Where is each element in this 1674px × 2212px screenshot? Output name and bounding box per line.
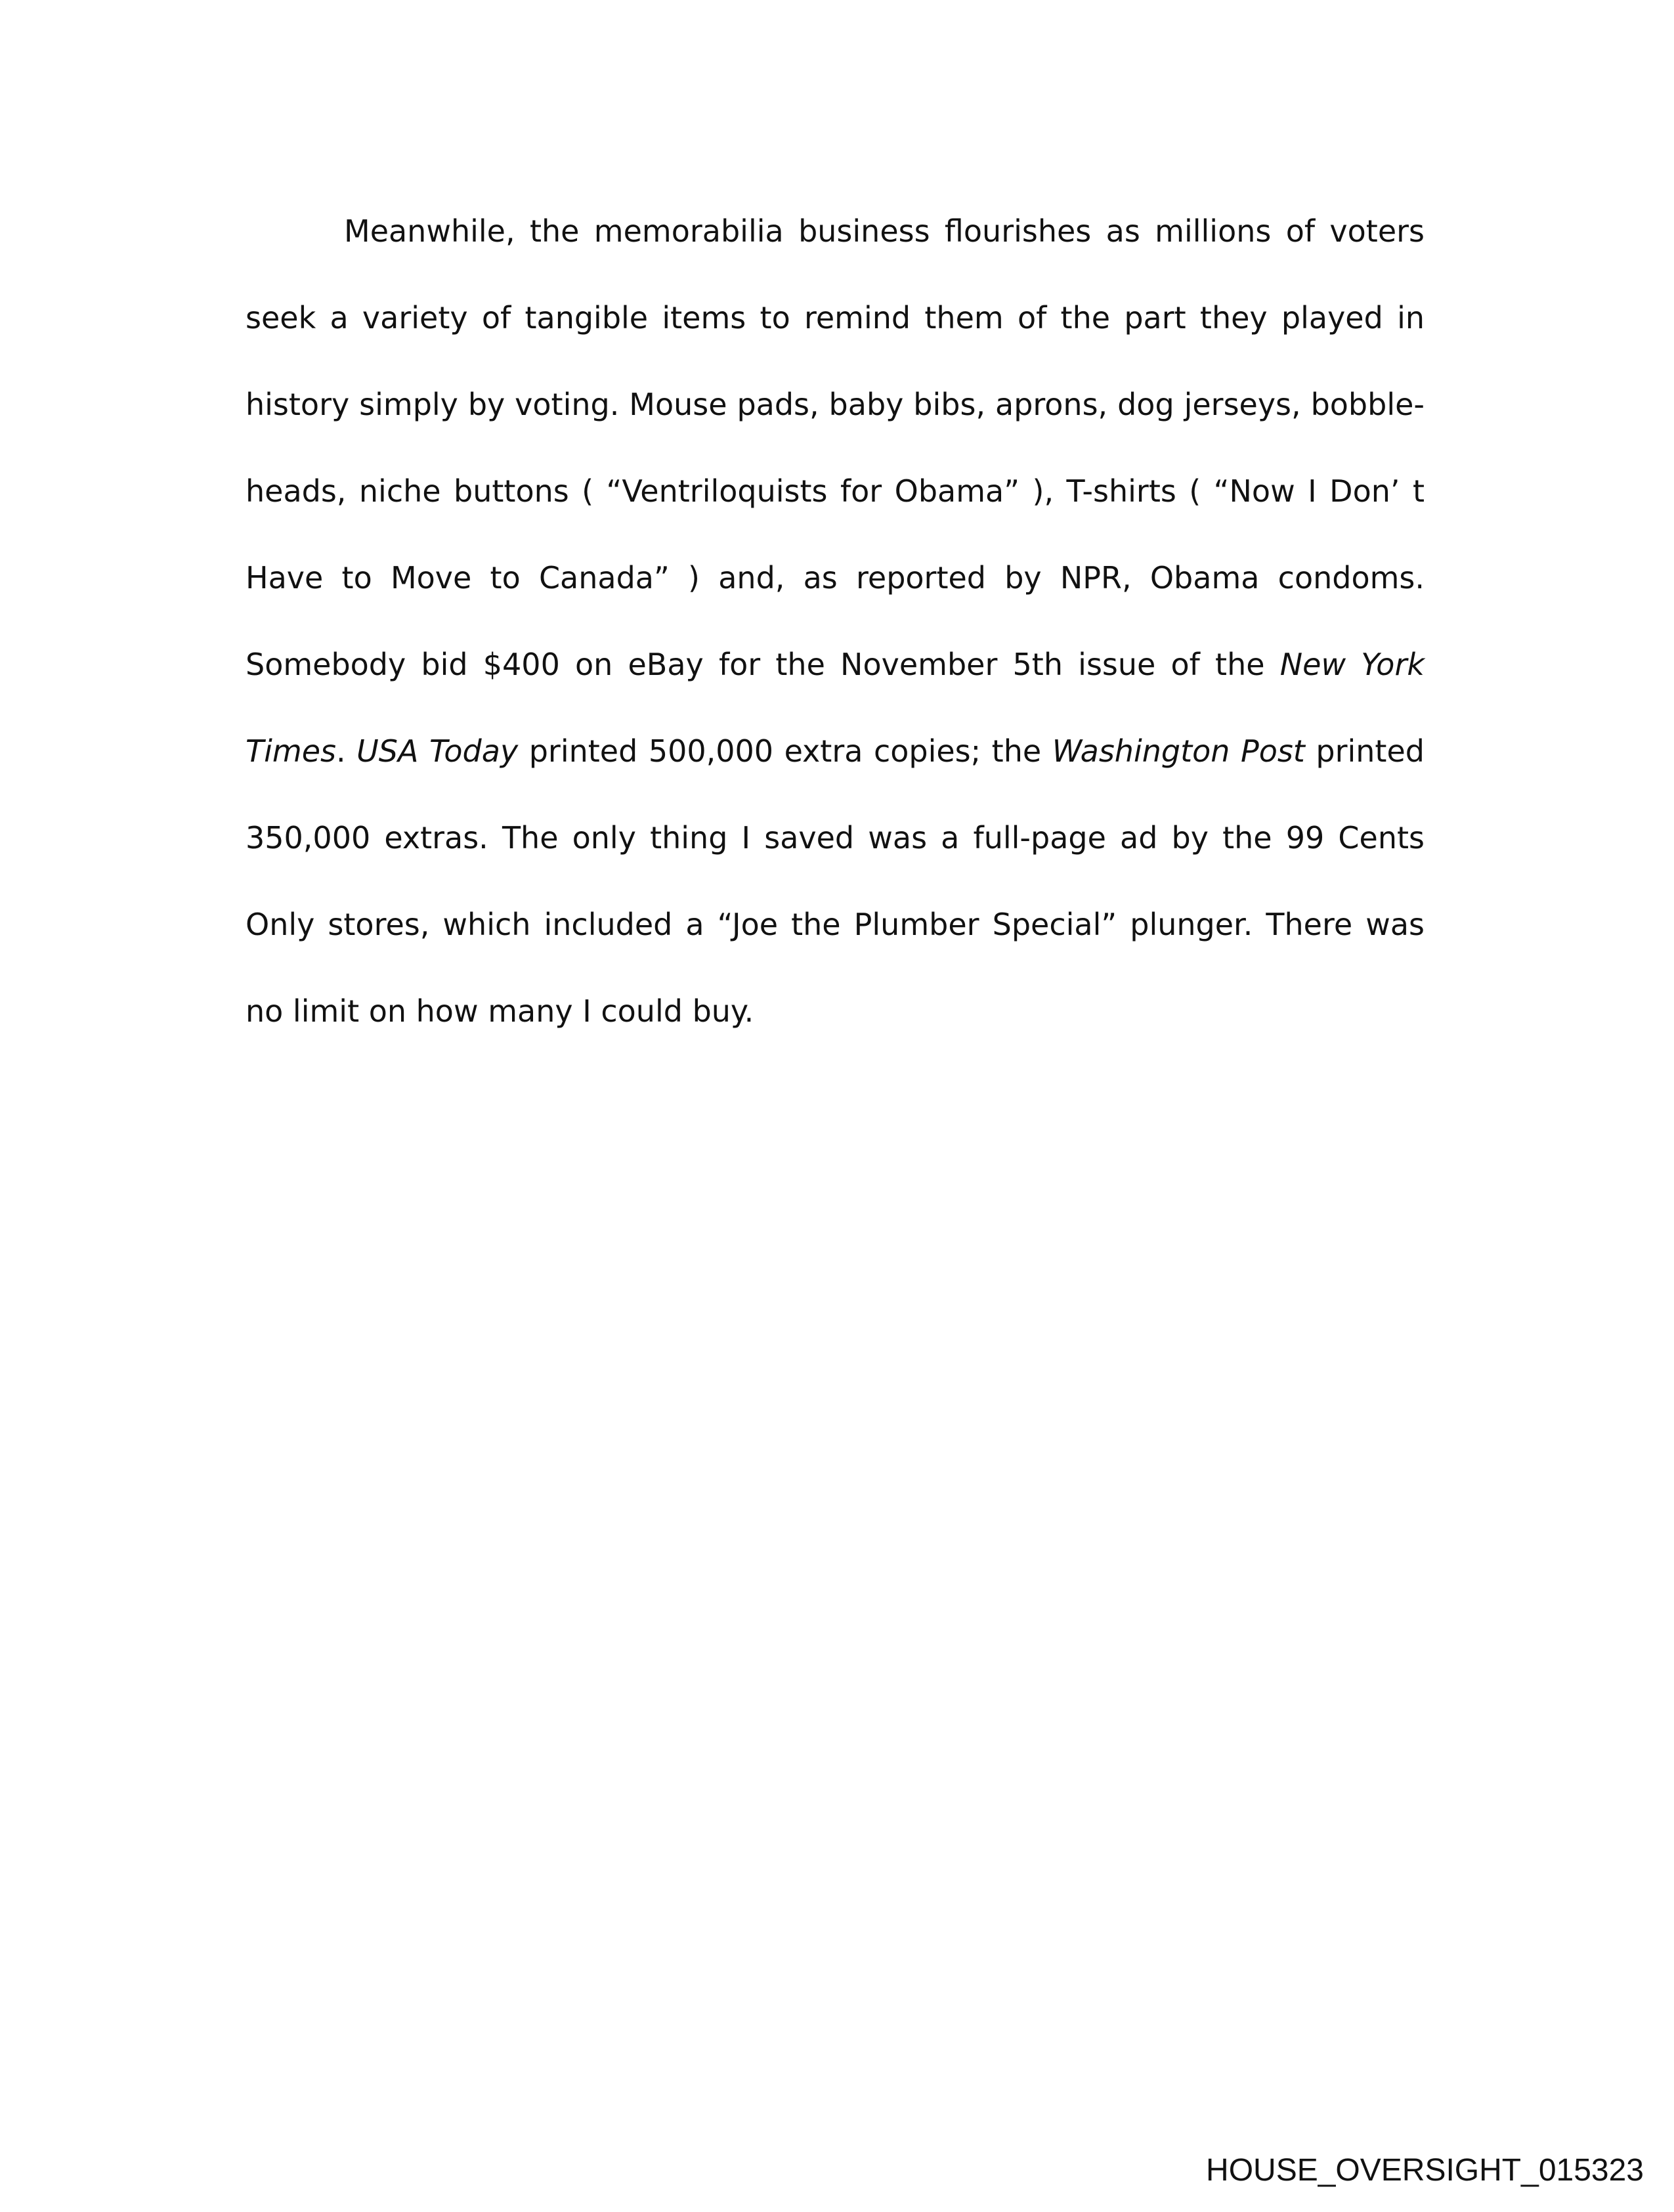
publication-title: New York Times xyxy=(246,647,1425,769)
publication-title: USA Today xyxy=(356,733,519,769)
bates-stamp: HOUSE_OVERSIGHT_015323 xyxy=(1206,2153,1644,2188)
publication-title: Washington Post xyxy=(1052,733,1305,769)
paragraph-text-segment: printed 500,000 extra copies; the xyxy=(518,733,1052,769)
paragraph-text-segment: Meanwhile, the memorabilia business flourishes as millions of voters seek a variety of tangible items to remind them of the part they played in history simply by voting. Mouse pads, baby bibs, aprons, dog jerseys, bobble-heads, niche buttons ( “Ventriloquists for Obama” ), T-shirts ( “Now I Don’ t Have to Move to Canada” ) and, as reported by NPR, Obama condoms. Somebody bid $400 on eBay for the November 5th issue of the xyxy=(246,213,1425,682)
body-paragraph xyxy=(246,188,1425,1054)
paragraph-text-segment: . xyxy=(335,733,357,769)
paragraph-text-segment: printed 350,000 extras. The only thing I saved was a full-page ad by the 99 Cents Only stores, which included a “Joe the Plumber Special” plunger. There was no limit on how many I could buy. xyxy=(246,733,1425,1029)
